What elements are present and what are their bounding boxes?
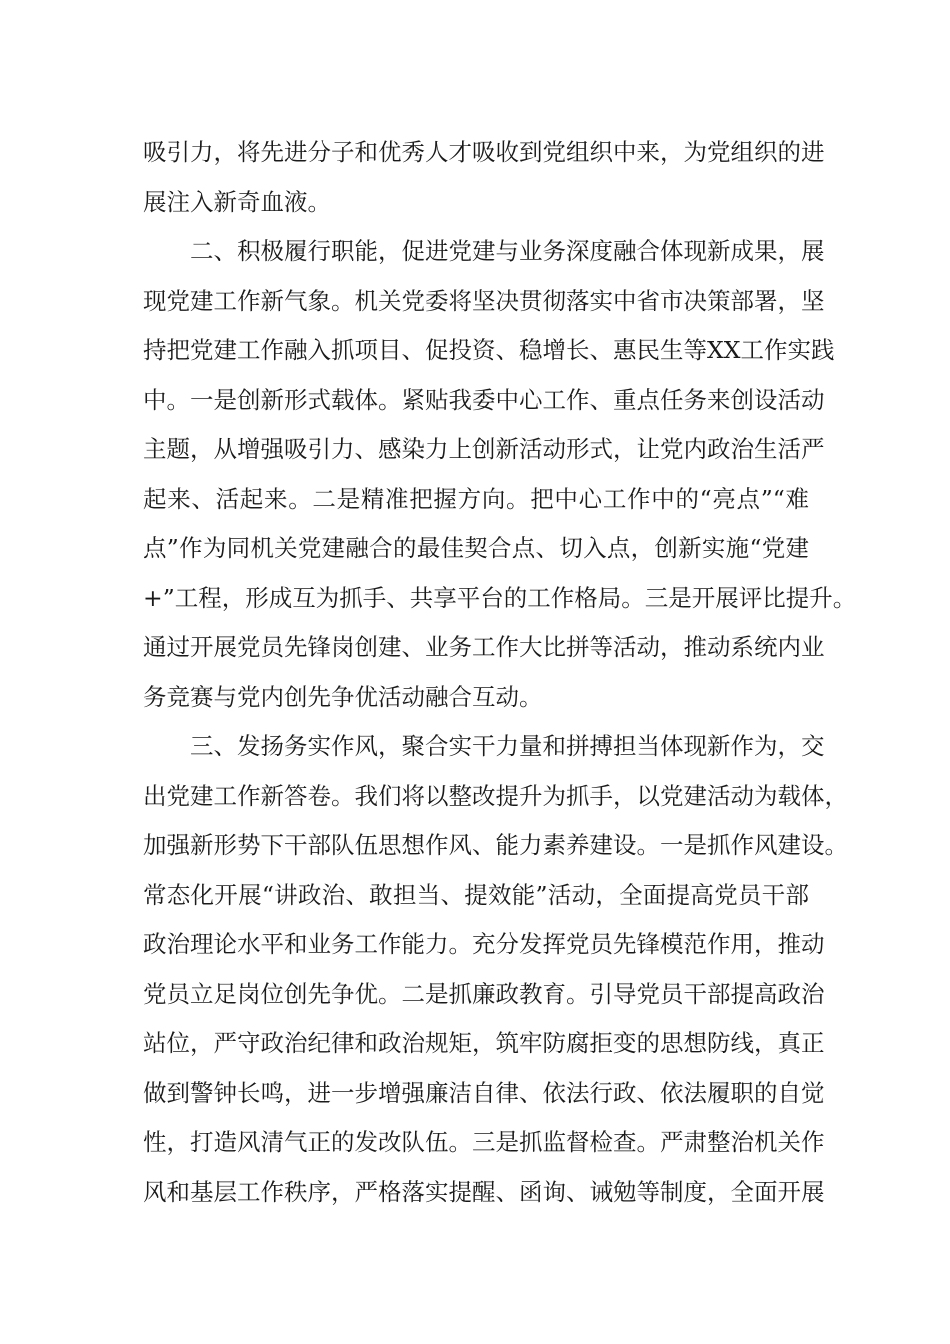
text-line: 主题，从增强吸引力、感染力上创新活动形式，让党内政治生活严 bbox=[143, 435, 825, 463]
text-line: 持把党建工作融入抓项目、促投资、稳增长、惠民生等XX工作实践 bbox=[143, 336, 835, 364]
text-line: 二、积极履行职能，促进党建与业务深度融合体现新成果，展 bbox=[190, 237, 825, 265]
text-line: +”工程，形成互为抓手、共享平台的工作格局。三是开展评比提升。 bbox=[143, 583, 857, 612]
text-line: 三、发扬务实作风，聚合实干力量和拼搏担当体现新作为，交 bbox=[190, 732, 825, 760]
text-line: 做到警钟长鸣，进一步增强廉洁自律、依法行政、依法履职的自觉 bbox=[143, 1078, 825, 1107]
text-line: 加强新形势下干部队伍思想作风、能力素养建设。一是抓作风建设。 bbox=[143, 831, 848, 859]
text-line: 展注入新奇血液。 bbox=[143, 187, 331, 216]
text-line: 中。一是创新形式载体。紧贴我委中心工作、重点任务来创设活动 bbox=[143, 385, 825, 414]
text-line: 政治理论水平和业务工作能力。充分发挥党员先锋模范作用，推动 bbox=[143, 930, 825, 958]
text-line: 常态化开展“讲政治、敢担当、提效能”活动，全面提高党员干部 bbox=[143, 880, 809, 909]
text-line: 出党建工作新答卷。我们将以整改提升为抓手，以党建活动为载体， bbox=[143, 781, 848, 810]
text-line: 务竞赛与党内创先争优活动融合互动。 bbox=[143, 682, 543, 711]
text-line: 性，打造风清气正的发改队伍。三是抓监督检查。严肃整治机关作 bbox=[143, 1128, 825, 1156]
text-line: 站位，严守政治纪律和政治规矩，筑牢防腐拒变的思想防线，真正 bbox=[143, 1029, 825, 1057]
text-line: 点”作为同机关党建融合的最佳契合点、切入点，创新实施“党建 bbox=[143, 534, 809, 562]
text-line: 通过开展党员先锋岗创建、业务工作大比拼等活动，推动系统内业 bbox=[143, 633, 825, 661]
text-line: 起来、活起来。二是精准把握方向。把中心工作中的“亮点”“难 bbox=[143, 484, 809, 513]
body-text bbox=[143, 128, 857, 1217]
text-line: 现党建工作新气象。机关党委将坚决贯彻落实中省市决策部署，坚 bbox=[143, 286, 825, 315]
text-line: 党员立足岗位创先争优。二是抓廉政教育。引导党员干部提高政治 bbox=[143, 979, 825, 1008]
text-line: 风和基层工作秩序，严格落实提醒、函询、诫勉等制度，全面开展 bbox=[143, 1177, 825, 1206]
text-line: 吸引力，将先进分子和优秀人才吸收到党组织中来，为党组织的进 bbox=[143, 138, 825, 166]
